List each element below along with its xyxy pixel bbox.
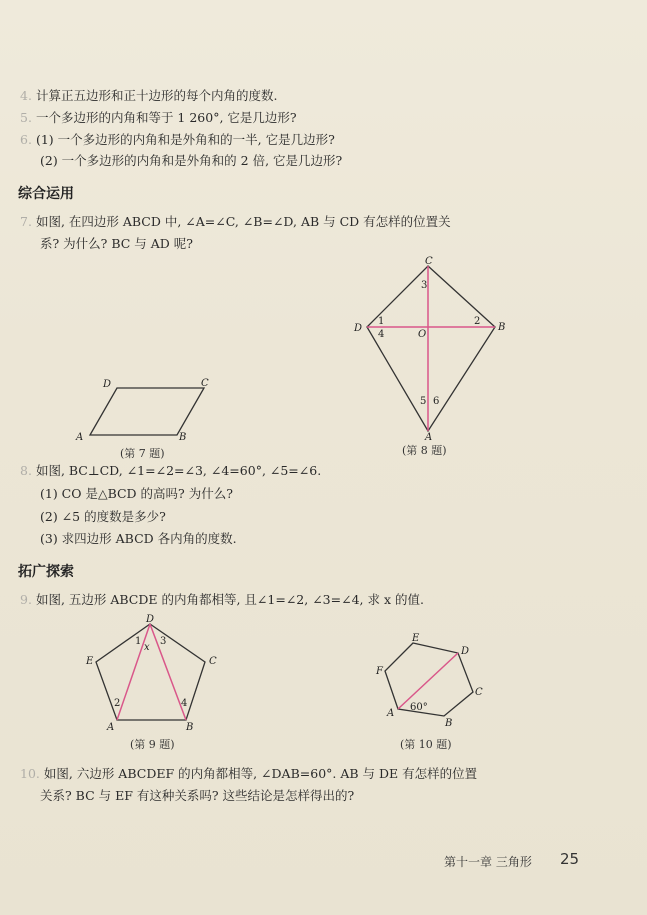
problem-4 <box>20 88 277 104</box>
vertex-label-c: C <box>201 378 209 389</box>
problem-8-part-2 <box>40 509 166 525</box>
problem-text: 如图, BC⊥CD, ∠1=∠2=∠3, ∠4=60°, ∠5=∠6. <box>35 463 322 478</box>
problem-number: 5. <box>20 110 32 125</box>
problem-5 <box>20 110 297 126</box>
figure-10-hexagon <box>376 632 486 732</box>
problem-number: 4. <box>20 88 32 103</box>
angle-label-60: 60° <box>410 702 428 713</box>
problem-text: 系? 为什么? BC 与 AD 呢? <box>40 236 194 251</box>
problem-number: 10. <box>20 766 40 781</box>
diagonal-da <box>117 624 150 720</box>
problem-text: 如图, 在四边形 ABCD 中, ∠A=∠C, ∠B=∠D, AB 与 CD 有怎样的位置关 <box>35 214 451 229</box>
figure-9-caption: (第 9 题) <box>130 738 175 751</box>
vertex-label-b: B <box>498 322 506 333</box>
problem-number: 7. <box>20 214 32 229</box>
vertex-label-a: A <box>107 722 115 733</box>
problem-text: 如图, 五边形 ABCDE 的内角都相等, 且∠1=∠2, ∠3=∠4, 求 x 的值. <box>35 592 424 607</box>
problem-7 <box>20 214 451 230</box>
vertex-label-d: D <box>354 323 363 334</box>
page-number: 25 <box>560 850 580 868</box>
problem-6-part-2 <box>40 153 342 169</box>
problem-number: 9. <box>20 592 32 607</box>
angle-label-6: 6 <box>433 396 440 407</box>
vertex-label-d: D <box>146 614 155 625</box>
vertex-label-a: A <box>387 708 395 719</box>
vertex-label-f: F <box>376 666 383 677</box>
vertex-label-a: A <box>76 432 84 443</box>
vertex-label-d: D <box>461 646 470 657</box>
problem-8 <box>20 463 321 479</box>
section-heading: 拓广探索 <box>18 564 74 580</box>
problem-9 <box>20 592 424 608</box>
vertex-label-e: E <box>412 633 420 644</box>
angle-label-4: 4 <box>378 329 385 340</box>
problem-10 <box>20 766 477 782</box>
figure-7-caption: (第 7 题) <box>120 447 165 460</box>
problem-part: (1) 一个多边形的内角和是外角和的一半, 它是几边形? <box>35 132 335 147</box>
angle-label-1: 1 <box>135 636 142 647</box>
vertex-label-a: A <box>425 432 433 443</box>
angle-label-2: 2 <box>474 316 481 327</box>
problem-part: (1) CO 是△BCD 的高吗? 为什么? <box>40 486 233 501</box>
problem-text: 关系? BC 与 EF 有这种关系吗? 这些结论是怎样得出的? <box>40 788 355 803</box>
angle-label-4: 4 <box>181 698 188 709</box>
parallelogram-shape <box>90 388 204 435</box>
problem-part: (2) 一个多边形的内角和是外角和的 2 倍, 它是几边形? <box>40 153 343 168</box>
problem-8-part-3 <box>40 531 237 547</box>
problem-part: (2) ∠5 的度数是多少? <box>40 509 166 524</box>
vertex-label-b: B <box>445 718 453 729</box>
problem-part: (3) 求四边形 ABCD 各内角的度数. <box>40 531 237 546</box>
angle-label-2: 2 <box>114 698 121 709</box>
vertex-label-d: D <box>103 379 112 390</box>
figure-8-kite <box>350 255 515 443</box>
figure-8-caption: (第 8 题) <box>402 444 447 457</box>
figure-7-parallelogram <box>70 372 220 442</box>
problem-number: 8. <box>20 463 32 478</box>
kite-shape <box>367 266 495 431</box>
problem-number: 6. <box>20 132 32 147</box>
figure-10-caption: (第 10 题) <box>400 738 452 751</box>
section-heading: 综合运用 <box>18 186 74 202</box>
vertex-label-b: B <box>179 432 187 443</box>
center-label-o: O <box>418 329 427 340</box>
pentagon-shape <box>96 624 205 720</box>
problem-text: 一个多边形的内角和等于 1 260°, 它是几边形? <box>35 110 297 125</box>
problem-7-line-2 <box>40 236 193 252</box>
angle-label-3: 3 <box>160 636 167 647</box>
figure-9-pentagon <box>82 612 222 733</box>
problem-10-line-2 <box>40 788 354 804</box>
vertex-label-e: E <box>86 656 94 667</box>
chapter-label: 第十一章 三角形 <box>444 855 532 869</box>
angle-label-3: 3 <box>421 280 428 291</box>
problem-text: 计算正五边形和正十边形的每个内角的度数. <box>35 88 278 103</box>
vertex-label-c: C <box>475 687 483 698</box>
angle-label-x: x <box>144 642 150 653</box>
vertex-label-b: B <box>186 722 194 733</box>
problem-6 <box>20 132 335 148</box>
vertex-label-c: C <box>425 256 433 267</box>
angle-label-1: 1 <box>378 316 385 327</box>
diagonal-ad <box>398 653 458 709</box>
problem-text: 如图, 六边形 ABCDEF 的内角都相等, ∠DAB=60°. AB 与 DE 有怎样的位置 <box>43 766 478 781</box>
vertex-label-c: C <box>209 656 217 667</box>
problem-8-part-1 <box>40 486 233 502</box>
angle-label-5: 5 <box>420 396 427 407</box>
